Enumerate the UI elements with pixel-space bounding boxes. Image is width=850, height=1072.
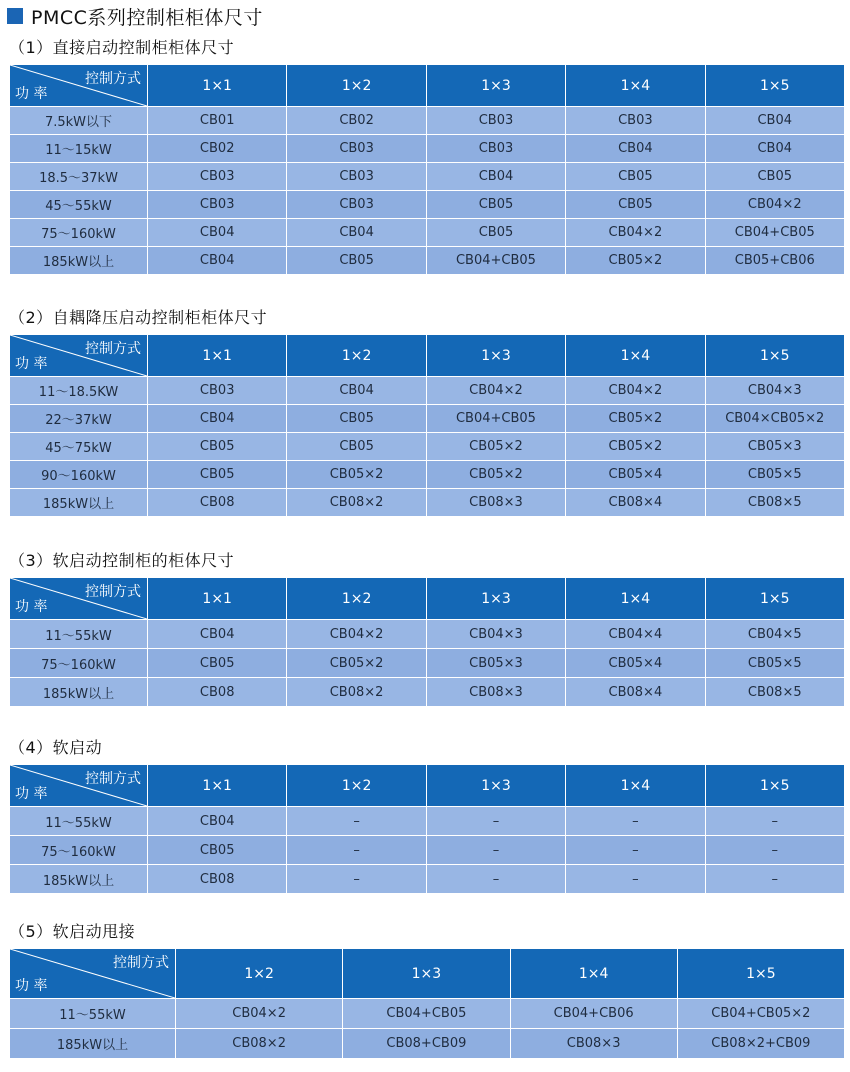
table-row — [10, 219, 845, 247]
column-header: 1×2 — [176, 949, 343, 999]
cabinet-cell: CB05 — [566, 191, 705, 219]
table-row — [10, 678, 845, 707]
cabinet-cell: CB05 — [148, 433, 287, 461]
cabinet-cell: CB05 — [287, 247, 426, 275]
cabinet-cell: CB05 — [287, 433, 426, 461]
power-cell: 11～15kW — [10, 135, 148, 163]
table-row — [10, 107, 845, 135]
cabinet-cell: CB04+CB06 — [510, 999, 677, 1029]
column-header: 1×4 — [566, 578, 705, 620]
cabinet-cell: CB05×2 — [426, 461, 565, 489]
size-table — [9, 948, 845, 1059]
cabinet-cell: CB08+CB09 — [343, 1029, 510, 1059]
cabinet-cell: CB05×2 — [566, 433, 705, 461]
section-1 — [9, 34, 844, 275]
cabinet-cell: CB04 — [148, 620, 287, 649]
cabinet-cell: CB03 — [426, 135, 565, 163]
column-header: 1×5 — [705, 65, 844, 107]
power-cell: 90～160kW — [10, 461, 148, 489]
corner-header-cell — [10, 949, 176, 999]
power-cell: 185kW以上 — [10, 678, 148, 707]
cabinet-cell: CB05 — [566, 163, 705, 191]
control-mode-label: 控制方式 — [85, 71, 141, 87]
cabinet-cell: CB05×5 — [705, 461, 844, 489]
column-header: 1×3 — [426, 335, 565, 377]
section-title: （4）软启动 — [9, 738, 103, 757]
column-header: 1×2 — [287, 578, 426, 620]
column-header: 1×4 — [510, 949, 677, 999]
corner-header-cell — [10, 578, 148, 620]
control-mode-label: 控制方式 — [85, 771, 141, 787]
size-table — [9, 64, 845, 275]
column-header: 1×5 — [705, 765, 844, 807]
cabinet-cell: CB04×4 — [566, 620, 705, 649]
size-table — [9, 334, 845, 517]
cabinet-cell: – — [426, 836, 565, 865]
cabinet-cell: CB05 — [426, 219, 565, 247]
column-header: 1×1 — [148, 335, 287, 377]
cabinet-cell: CB04 — [705, 107, 844, 135]
cabinet-cell: CB08×5 — [705, 489, 844, 517]
power-cell: 7.5kW以下 — [10, 107, 148, 135]
power-cell: 11～55kW — [10, 620, 148, 649]
cabinet-cell: CB03 — [426, 107, 565, 135]
cabinet-cell: CB05 — [148, 836, 287, 865]
cabinet-cell: – — [287, 836, 426, 865]
power-label: 功 率 — [15, 786, 48, 802]
cabinet-cell: CB04+CB05 — [705, 219, 844, 247]
cabinet-cell: CB08×2 — [287, 678, 426, 707]
cabinet-cell: CB08 — [148, 489, 287, 517]
header-row — [10, 578, 845, 620]
table-row — [10, 163, 845, 191]
column-header: 1×4 — [566, 65, 705, 107]
power-cell: 185kW以上 — [10, 247, 148, 275]
cabinet-cell: – — [287, 807, 426, 836]
section-title: （1）直接启动控制柜柜体尺寸 — [9, 38, 235, 57]
column-header: 1×3 — [343, 949, 510, 999]
power-cell: 11～55kW — [10, 999, 176, 1029]
cabinet-cell: CB04 — [287, 377, 426, 405]
cabinet-cell: – — [426, 865, 565, 894]
column-header: 1×1 — [148, 578, 287, 620]
power-cell: 11～55kW — [10, 807, 148, 836]
corner-header-cell — [10, 335, 148, 377]
cabinet-cell: CB08 — [148, 678, 287, 707]
table-row — [10, 135, 845, 163]
table-row — [10, 247, 845, 275]
cabinet-cell: CB08×2+CB09 — [677, 1029, 844, 1059]
header-row — [10, 765, 845, 807]
cabinet-cell: CB01 — [148, 107, 287, 135]
cabinet-cell: – — [566, 865, 705, 894]
cabinet-cell: CB03 — [287, 135, 426, 163]
cabinet-cell: CB05 — [705, 163, 844, 191]
cabinet-cell: CB04 — [287, 219, 426, 247]
cabinet-cell: CB02 — [148, 135, 287, 163]
cabinet-cell: – — [566, 836, 705, 865]
section-4 — [9, 734, 844, 894]
table-row — [10, 836, 845, 865]
cabinet-cell: CB04×3 — [705, 377, 844, 405]
column-header: 1×5 — [705, 578, 844, 620]
cabinet-cell: CB05+CB06 — [705, 247, 844, 275]
control-mode-label: 控制方式 — [85, 584, 141, 600]
cabinet-cell: – — [566, 807, 705, 836]
cabinet-cell: CB03 — [148, 377, 287, 405]
column-header: 1×3 — [426, 65, 565, 107]
cabinet-cell: CB04+CB05 — [426, 405, 565, 433]
cabinet-cell: CB05 — [287, 405, 426, 433]
power-cell: 185kW以上 — [10, 865, 148, 894]
power-cell: 75～160kW — [10, 836, 148, 865]
cabinet-cell: CB08×4 — [566, 678, 705, 707]
table-row — [10, 865, 845, 894]
cabinet-cell: CB05×2 — [426, 433, 565, 461]
power-cell: 22～37kW — [10, 405, 148, 433]
cabinet-cell: – — [705, 865, 844, 894]
table-row — [10, 1029, 845, 1059]
header-row — [10, 65, 845, 107]
cabinet-cell: CB03 — [287, 191, 426, 219]
column-header: 1×1 — [148, 765, 287, 807]
size-table — [9, 764, 845, 894]
cabinet-cell: – — [426, 807, 565, 836]
column-header: 1×5 — [677, 949, 844, 999]
column-header: 1×1 — [148, 65, 287, 107]
cabinet-cell: CB08×4 — [566, 489, 705, 517]
column-header: 1×2 — [287, 765, 426, 807]
table-row — [10, 191, 845, 219]
column-header: 1×5 — [705, 335, 844, 377]
cabinet-cell: CB08×2 — [287, 489, 426, 517]
page-title: PMCC系列控制柜柜体尺寸 — [31, 6, 263, 29]
power-label: 功 率 — [15, 356, 48, 372]
power-cell: 75～160kW — [10, 219, 148, 247]
cabinet-cell: CB04×2 — [705, 191, 844, 219]
table-row — [10, 807, 845, 836]
cabinet-cell: CB03 — [566, 107, 705, 135]
table-row — [10, 405, 845, 433]
cabinet-cell: CB04+CB05 — [343, 999, 510, 1029]
cabinet-cell: CB05×4 — [566, 461, 705, 489]
cabinet-cell: CB05×3 — [426, 649, 565, 678]
cabinet-cell: CB04×2 — [566, 219, 705, 247]
cabinet-cell: CB04+CB05×2 — [677, 999, 844, 1029]
cabinet-cell: CB05×4 — [566, 649, 705, 678]
table-row — [10, 620, 845, 649]
cabinet-cell: CB05 — [148, 649, 287, 678]
power-label: 功 率 — [15, 86, 48, 102]
section-title: （2）自耦降压启动控制柜柜体尺寸 — [9, 308, 268, 327]
cabinet-cell: CB05 — [426, 191, 565, 219]
cabinet-cell: CB03 — [148, 163, 287, 191]
table-row — [10, 377, 845, 405]
cabinet-cell: – — [705, 807, 844, 836]
cabinet-cell: CB04 — [148, 807, 287, 836]
power-cell: 45～55kW — [10, 191, 148, 219]
cabinet-cell: CB04 — [426, 163, 565, 191]
column-header: 1×4 — [566, 765, 705, 807]
power-label: 功 率 — [15, 978, 48, 994]
cabinet-cell: CB04 — [148, 219, 287, 247]
control-mode-label: 控制方式 — [85, 341, 141, 357]
corner-header-cell — [10, 65, 148, 107]
cabinet-cell: CB08×5 — [705, 678, 844, 707]
table-row — [10, 649, 845, 678]
table-row — [10, 999, 845, 1029]
cabinet-cell: CB04 — [148, 405, 287, 433]
cabinet-cell: CB05×2 — [287, 649, 426, 678]
cabinet-cell: CB03 — [148, 191, 287, 219]
header-row — [10, 335, 845, 377]
cabinet-cell: CB05×3 — [705, 433, 844, 461]
cabinet-cell: CB04×5 — [705, 620, 844, 649]
cabinet-cell: CB03 — [287, 163, 426, 191]
column-header: 1×3 — [426, 578, 565, 620]
section-3 — [9, 547, 844, 707]
cabinet-cell: CB04×2 — [426, 377, 565, 405]
column-header: 1×4 — [566, 335, 705, 377]
cabinet-cell: CB05 — [148, 461, 287, 489]
table-row — [10, 489, 845, 517]
power-label: 功 率 — [15, 599, 48, 615]
corner-header-cell — [10, 765, 148, 807]
section-title: （5）软启动甩接 — [9, 922, 136, 941]
control-mode-label: 控制方式 — [113, 955, 169, 971]
cabinet-cell: CB08×3 — [426, 678, 565, 707]
cabinet-cell: CB05×5 — [705, 649, 844, 678]
cabinet-cell: CB05×2 — [566, 405, 705, 433]
power-cell: 45～75kW — [10, 433, 148, 461]
column-header: 1×2 — [287, 65, 426, 107]
section-2 — [9, 304, 844, 517]
title-square-icon — [7, 8, 23, 24]
section-title: （3）软启动控制柜的柜体尺寸 — [9, 551, 235, 570]
cabinet-cell: CB04 — [148, 247, 287, 275]
section-5 — [9, 918, 844, 1059]
cabinet-cell: CB04×3 — [426, 620, 565, 649]
cabinet-cell: CB04×2 — [566, 377, 705, 405]
cabinet-cell: CB04 — [566, 135, 705, 163]
column-header: 1×2 — [287, 335, 426, 377]
power-cell: 11～18.5KW — [10, 377, 148, 405]
cabinet-cell: CB05×2 — [287, 461, 426, 489]
power-cell: 18.5～37kW — [10, 163, 148, 191]
cabinet-cell: CB02 — [287, 107, 426, 135]
cabinet-cell: CB08 — [148, 865, 287, 894]
power-cell: 75～160kW — [10, 649, 148, 678]
cabinet-cell: CB08×3 — [510, 1029, 677, 1059]
table-row — [10, 433, 845, 461]
cabinet-cell: CB08×2 — [176, 1029, 343, 1059]
header-row — [10, 949, 845, 999]
main-title — [7, 3, 263, 29]
power-cell: 185kW以上 — [10, 1029, 176, 1059]
size-table — [9, 577, 845, 707]
cabinet-cell: CB04×2 — [287, 620, 426, 649]
cabinet-cell: CB04×CB05×2 — [705, 405, 844, 433]
cabinet-cell: CB05×2 — [566, 247, 705, 275]
cabinet-cell: – — [287, 865, 426, 894]
column-header: 1×3 — [426, 765, 565, 807]
cabinet-cell: CB04×2 — [176, 999, 343, 1029]
power-cell: 185kW以上 — [10, 489, 148, 517]
cabinet-cell: – — [705, 836, 844, 865]
cabinet-cell: CB04+CB05 — [426, 247, 565, 275]
table-row — [10, 461, 845, 489]
cabinet-cell: CB08×3 — [426, 489, 565, 517]
cabinet-cell: CB04 — [705, 135, 844, 163]
